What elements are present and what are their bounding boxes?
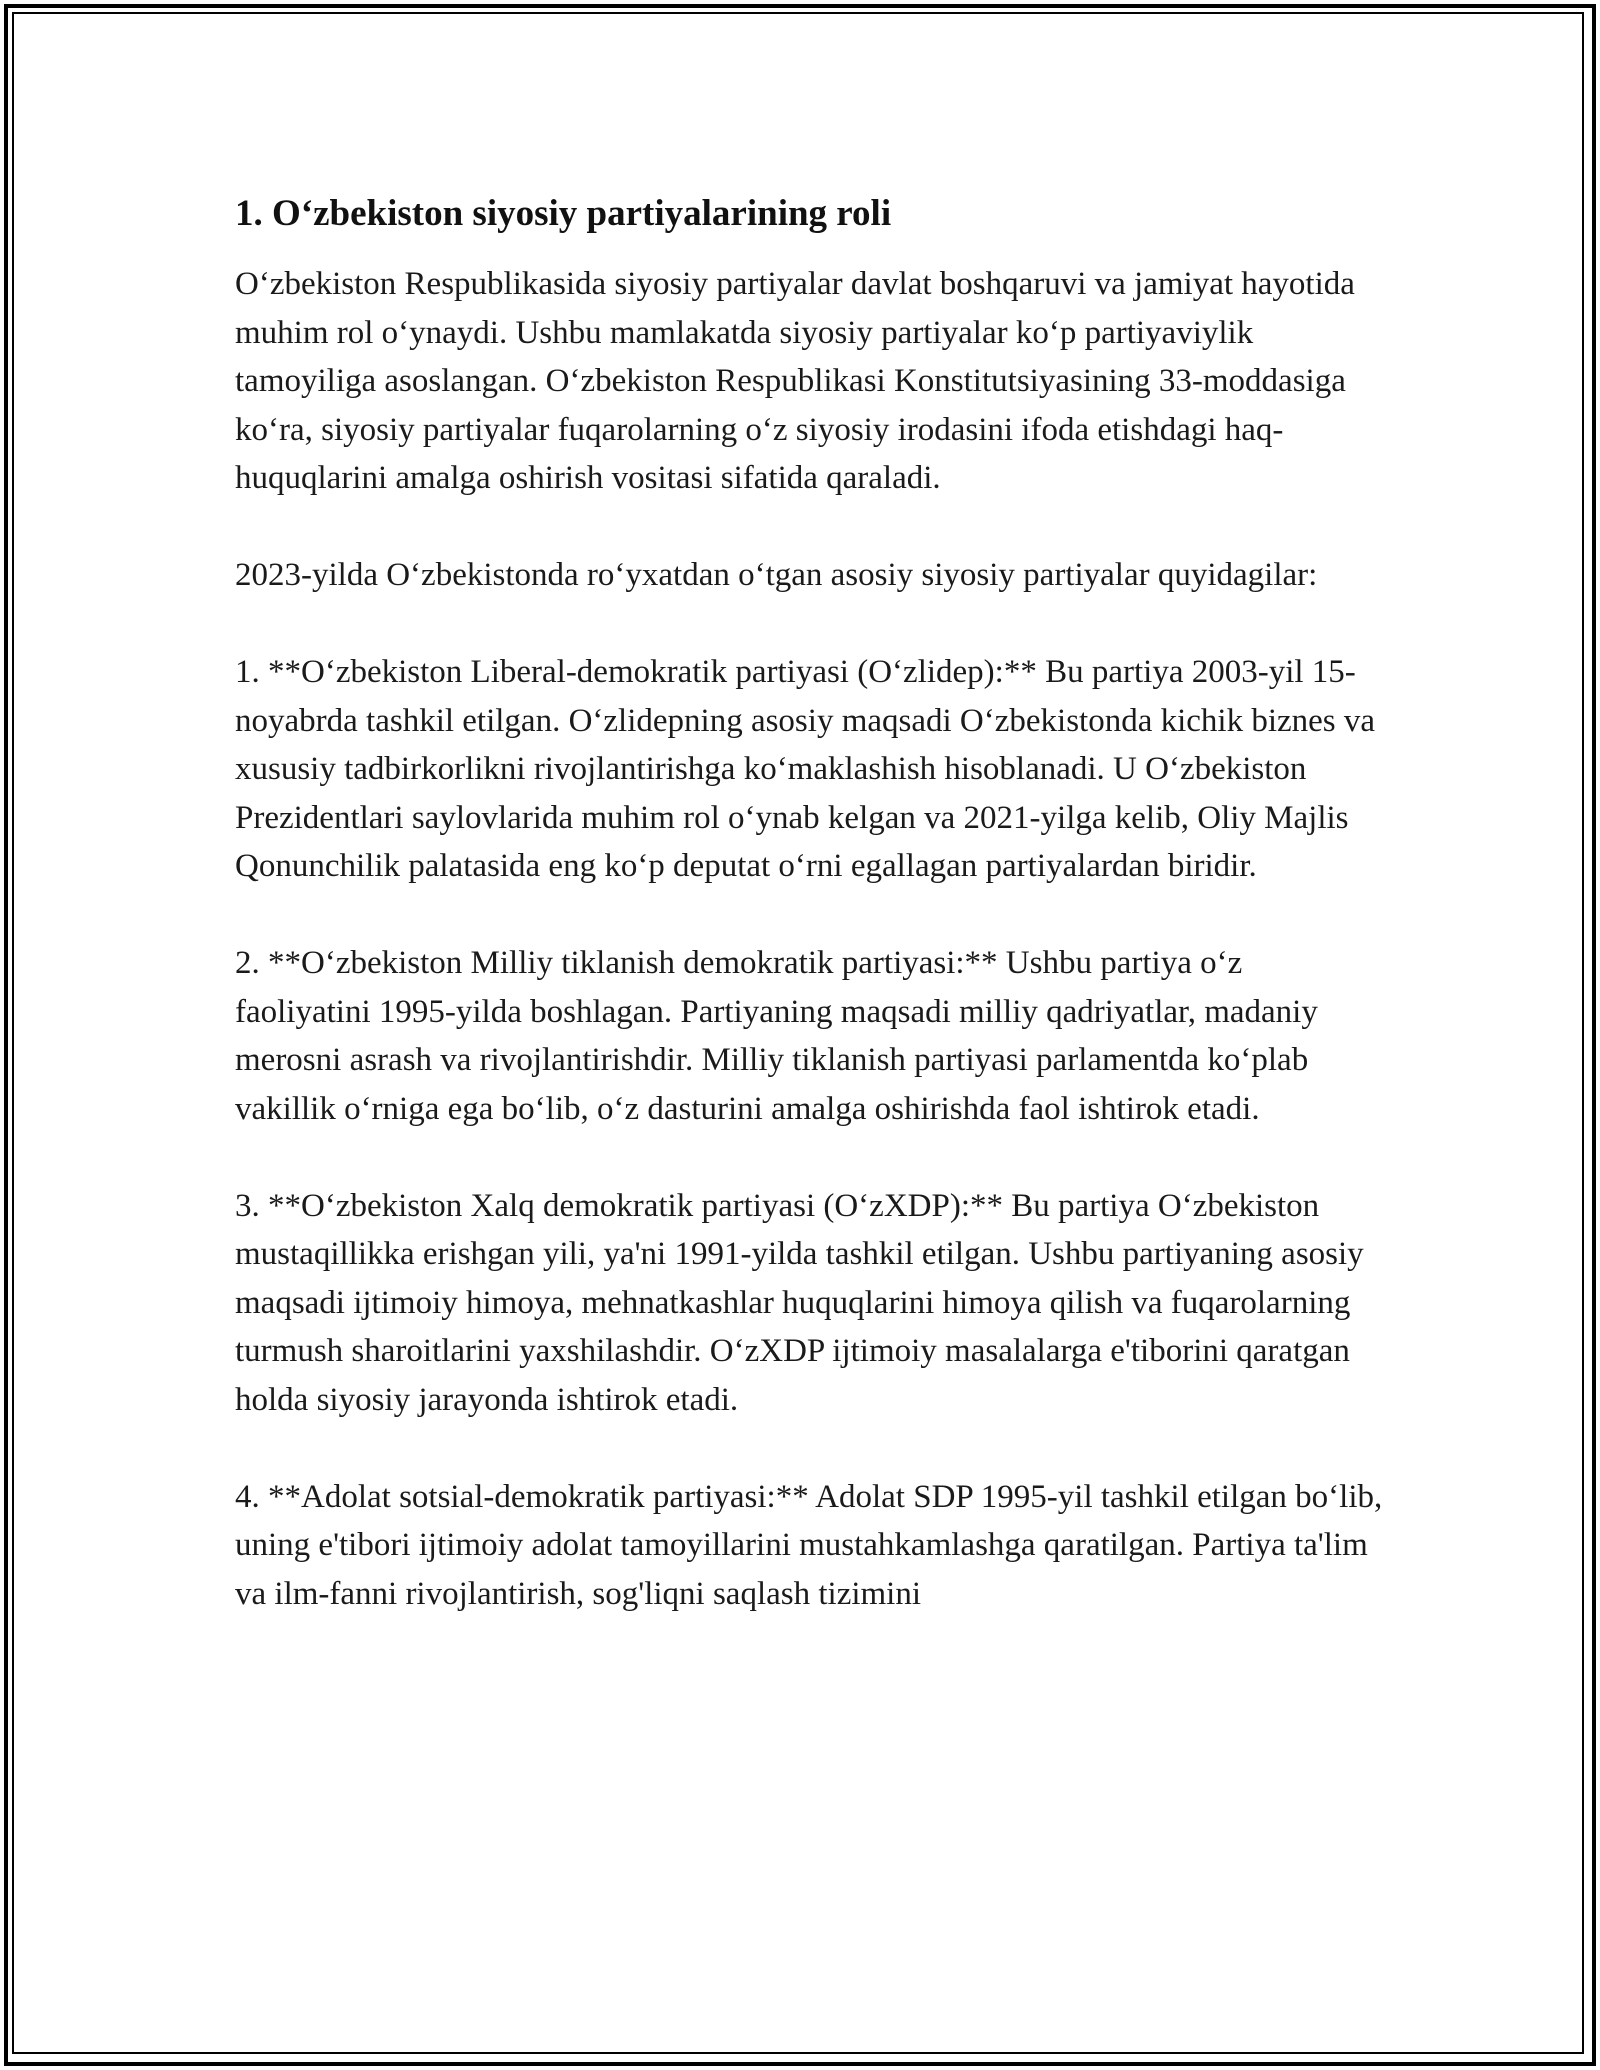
- paragraph-party-2: 2. **O‘zbekiston Milliy tiklanish demokratik partiyasi:** Ushbu partiya o‘z faoliyatini 1995-yilda boshlagan. Partiyaning maqsadi milliy qadriyatlar, madaniy merosni asrash va rivojlantirishdir. Milliy tiklanish partiyasi parlamentda ko‘plab vakillik o‘rniga ega bo‘lib, o‘z dasturini amalga oshirishda faol ishtirok etadi.: [235, 945, 1318, 1127]
- paragraph-list-intro: 2023-yilda O‘zbekistonda ro‘yxatdan o‘tgan asosiy siyosiy partiyalar quyidagilar:: [235, 557, 1318, 593]
- document-body: [235, 188, 1385, 1618]
- paragraph-intro: O‘zbekiston Respublikasida siyosiy partiyalar davlat boshqaruvi va jamiyat hayotida muhim rol o‘ynaydi. Ushbu mamlakatda siyosiy partiyalar ko‘p partiyaviylik tamoyiliga asoslangan. O‘zbekiston Respublikasi Konstitutsiyasining 33-moddasiga ko‘ra, siyosiy partiyalar fuqarolarning o‘z siyosiy irodasini ifoda etishdagi haq-huquqlarini amalga oshirish vositasi sifatida qaraladi.: [235, 266, 1355, 496]
- section-heading: 1. O‘zbekiston siyosiy partiyalarining roli: [235, 193, 892, 234]
- paragraph-party-3: 3. **O‘zbekiston Xalq demokratik partiyasi (O‘zXDP):** Bu partiya O‘zbekiston mustaqillikka erishgan yili, ya'ni 1991-yilda tashkil etilgan. Ushbu partiyaning asosiy maqsadi ijtimoiy himoya, mehnatkashlar huquqlarini himoya qilish va fuqarolarning turmush sharoitlarini yaxshilashdir. O‘zXDP ijtimoiy masalalarga e'tiborini qaratgan holda siyosiy jarayonda ishtirok etadi.: [235, 1187, 1364, 1418]
- paragraph-party-4: 4. **Adolat sotsial-demokratik partiyasi:** Adolat SDP 1995-yil tashkil etilgan bo‘lib, uning e'tibori ijtimoiy adolat tamoyillarini mustahkamlashga qaratilgan. Partiya ta'lim va ilm-fanni rivojlantirish, sog'liqni saqlash tizimini: [235, 1478, 1383, 1612]
- paragraph-party-1: 1. **O‘zbekiston Liberal-demokratik partiyasi (O‘zlidep):** Bu partiya 2003-yil 15-noyabrda tashkil etilgan. O‘zlidepning asosiy maqsadi O‘zbekistonda kichik biznes va xususiy tadbirkorlikni rivojlantirishga ko‘maklashish hisoblanadi. U O‘zbekiston Prezidentlari saylovlarida muhim rol o‘ynab kelgan va 2021-yilga kelib, Oliy Majlis Qonunchilik palatasida eng ko‘p deputat o‘rni egallagan partiyalardan biridir.: [235, 654, 1376, 884]
